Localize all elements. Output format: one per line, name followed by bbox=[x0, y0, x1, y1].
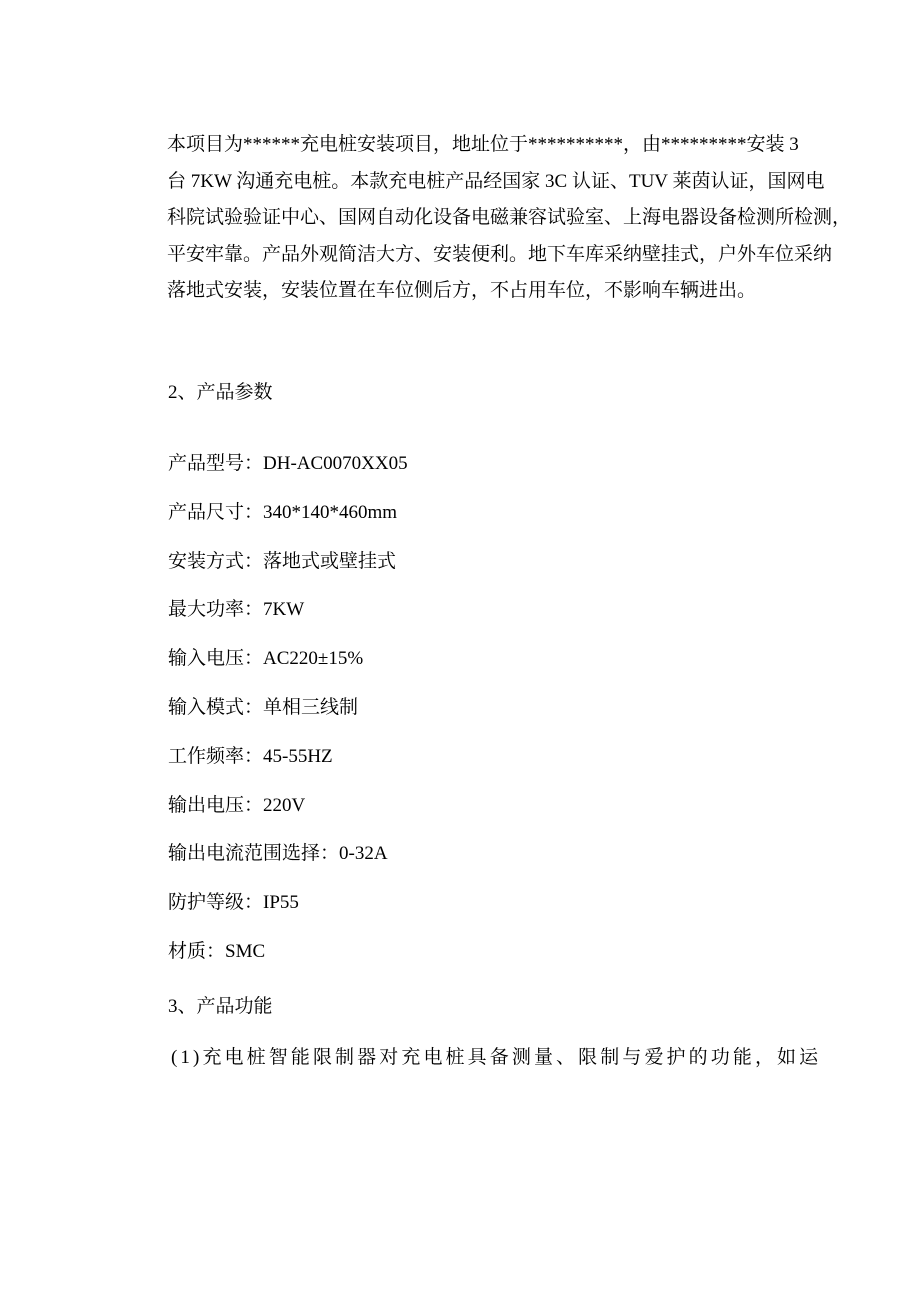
intro-paragraph bbox=[167, 127, 852, 310]
intro-line: 台 7KW 沟通充电桩。本款充电桩产品经国家 3C 认证、TUV 莱茵认证，国网电 bbox=[167, 170, 825, 192]
spec-item: 输入模式：单相三线制 bbox=[168, 696, 359, 718]
spec-list bbox=[168, 452, 408, 989]
intro-line: 平安牢靠。产品外观简洁大方、安装便利。地下车库采纳壁挂式，户外车位采纳 bbox=[167, 243, 833, 265]
spec-item: 产品型号：DH-AC0070XX05 bbox=[168, 453, 408, 474]
spec-item: 安装方式：落地式或壁挂式 bbox=[168, 550, 397, 572]
intro-line: 落地式安装，安装位置在车位侧后方，不占用车位，不影响车辆进出。 bbox=[167, 280, 757, 301]
intro-line: 本项目为******充电桩安装项目，地址位于**********，由*********安装 3 bbox=[167, 134, 799, 155]
section-heading-functions: 3、产品功能 bbox=[168, 996, 273, 1017]
intro-line: 科院试验验证中心、国网自动化设备电磁兼容试验室、上海电器设备检测所检测， bbox=[167, 207, 852, 228]
spec-item: 输出电流范围选择：0-32A bbox=[168, 843, 388, 865]
spec-item: 输入电压：AC220±15% bbox=[168, 648, 364, 670]
section-heading-parameters: 2、产品参数 bbox=[168, 382, 273, 403]
spec-item: 输出电压：220V bbox=[168, 794, 306, 816]
spec-item: 材质：SMC bbox=[168, 940, 266, 962]
spec-item: 最大功率：7KW bbox=[168, 599, 305, 621]
spec-item: 产品尺寸：340*140*460mm bbox=[168, 501, 398, 523]
spec-item: 工作频率：45-55HZ bbox=[168, 745, 333, 767]
spec-item: 防护等级：IP55 bbox=[168, 892, 299, 914]
function-item-1: (1)充电桩智能限制器对充电桩具备测量、限制与爱护的功能，如运 bbox=[171, 1047, 822, 1068]
